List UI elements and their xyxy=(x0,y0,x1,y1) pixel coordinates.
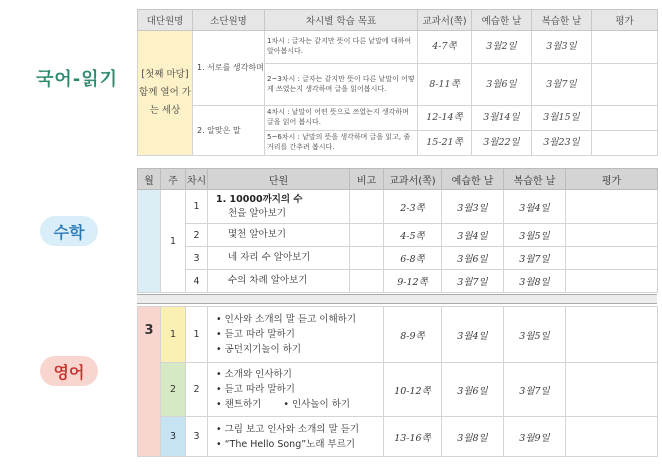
table-row xyxy=(138,190,658,224)
table-row xyxy=(138,106,658,131)
korean-review-cell: 3월7일 xyxy=(532,64,592,106)
math-preview-cell: 3월6일 xyxy=(442,247,504,270)
math-header-row xyxy=(138,169,658,190)
math-review-cell: 3월8일 xyxy=(504,270,566,293)
english-top-rule xyxy=(137,294,657,304)
math-preview-cell: 3월7일 xyxy=(442,270,504,293)
korean-goal-cell: 5~6차시 : 낱말의 뜻을 생각하며 글을 읽고, 줄거리를 간추려 봅시다. xyxy=(265,131,418,156)
english-activity-cell xyxy=(208,417,384,457)
english-month-cell: 3 xyxy=(138,307,161,457)
korean-review-cell: 3월23일 xyxy=(532,131,592,156)
math-header-eval: 평가 xyxy=(566,169,658,190)
korean-pages-cell: 12-14쪽 xyxy=(418,106,472,131)
english-review-cell: 3월7일 xyxy=(504,363,566,417)
korean-review-cell: 3월15일 xyxy=(532,106,592,131)
korean-preview-cell: 3월2일 xyxy=(472,31,532,64)
math-header-preview: 예습한 날 xyxy=(442,169,504,190)
english-preview-cell: 3월4일 xyxy=(442,307,504,363)
english-subject-text: 영어 xyxy=(53,362,85,382)
korean-goal-cell: 4차시 : 낱말이 어떤 뜻으로 쓰였는지 생각하며 글을 읽어 봅시다. xyxy=(265,106,418,131)
math-subject-text: 수학 xyxy=(53,222,85,242)
math-review-cell: 3월7일 xyxy=(504,247,566,270)
english-period-cell: 1 xyxy=(186,307,208,363)
math-period-cell: 4 xyxy=(186,270,208,293)
korean-header-preview: 예습한 날 xyxy=(472,10,532,31)
english-preview-cell: 3월6일 xyxy=(442,363,504,417)
english-activity-cell xyxy=(208,363,384,417)
math-unit-cell xyxy=(208,190,350,224)
korean-goal-cell: 2~3차시 : 글자는 같지만 뜻이 다른 낱말이 어떻게 쓰였는지 생각하며 글을 읽어봅시다. xyxy=(265,64,418,106)
korean-preview-cell: 3월22일 xyxy=(472,131,532,156)
english-subject-label xyxy=(40,356,98,386)
list-item: • 듣고 따라 말하기 xyxy=(216,329,295,340)
korean-eval-cell xyxy=(592,106,658,131)
math-week-cell: 1 xyxy=(161,190,186,293)
math-note-cell xyxy=(350,190,384,224)
math-review-cell: 3월5일 xyxy=(504,224,566,247)
english-preview-cell: 3월8일 xyxy=(442,417,504,457)
list-item: • 인사와 소개의 말 듣고 이해하기 xyxy=(216,314,357,325)
korean-schedule-table xyxy=(137,9,658,156)
english-pages-cell: 8-9쪽 xyxy=(384,307,442,363)
math-header-period: 차시 xyxy=(186,169,208,190)
math-pages-cell: 2-3쪽 xyxy=(384,190,442,224)
english-eval-cell xyxy=(566,417,658,457)
korean-unit-title: [첫째 마당] 함께 열어 가는 세상 xyxy=(138,31,193,156)
korean-subunit-name: 1. 서로를 생각하며 xyxy=(193,31,265,106)
math-note-cell xyxy=(350,270,384,293)
math-header-month: 월 xyxy=(138,169,161,190)
korean-header-unit: 대단원명 xyxy=(138,10,193,31)
math-header-unit: 단원 xyxy=(208,169,350,190)
korean-preview-cell: 3월14일 xyxy=(472,106,532,131)
korean-header-subunit: 소단원명 xyxy=(193,10,265,31)
korean-preview-cell: 3월6일 xyxy=(472,64,532,106)
math-header-note: 비고 xyxy=(350,169,384,190)
math-period-cell: 1 xyxy=(186,190,208,224)
math-eval-cell xyxy=(566,247,658,270)
list-item: • 그림 보고 인사와 소개의 말 듣기 xyxy=(216,423,360,435)
list-item: • 소개와 인사하기 xyxy=(216,369,292,380)
korean-eval-cell xyxy=(592,64,658,106)
korean-header-pages: 교과서(쪽) xyxy=(418,10,472,31)
korean-header-review: 복습한 날 xyxy=(532,10,592,31)
list-item: • 챈트하기 • 인사놀이 하기 xyxy=(216,399,351,410)
math-month-cell xyxy=(138,190,161,293)
table-row xyxy=(138,224,658,247)
math-header-week: 주 xyxy=(161,169,186,190)
math-unit-cell: 몇천 알아보기 xyxy=(208,224,350,247)
list-item: • 공던지기놀이 하기 xyxy=(216,344,302,355)
math-schedule-table xyxy=(137,168,658,293)
math-eval-cell xyxy=(566,224,658,247)
math-review-cell: 3월4일 xyxy=(504,190,566,224)
math-header-pages: 교과서(쪽) xyxy=(384,169,442,190)
list-item: • “The Hello Song”노래 부르기 xyxy=(216,438,356,450)
english-period-cell: 2 xyxy=(186,363,208,417)
english-review-cell: 3월5일 xyxy=(504,307,566,363)
english-eval-cell xyxy=(566,363,658,417)
english-week-cell: 3 xyxy=(161,417,186,457)
math-header-review: 복습한 날 xyxy=(504,169,566,190)
math-pages-cell: 4-5쪽 xyxy=(384,224,442,247)
korean-pages-cell: 4-7쪽 xyxy=(418,31,472,64)
korean-pages-cell: 15-21쪽 xyxy=(418,131,472,156)
korean-pages-cell: 8-11쪽 xyxy=(418,64,472,106)
english-period-cell: 3 xyxy=(186,417,208,457)
math-pages-cell: 9-12쪽 xyxy=(384,270,442,293)
math-unit-title: 1. 10000까지의 수 xyxy=(216,193,303,205)
math-period-cell: 2 xyxy=(186,224,208,247)
korean-goal-cell: 1차시 : 글자는 같지만 뜻이 다른 낱말에 대하여 알아봅시다. xyxy=(265,31,418,64)
korean-subunit-name: 2. 알맞은 말 xyxy=(193,106,265,156)
korean-subject-label: 국어-읽기 xyxy=(36,69,119,90)
english-week-cell: 1 xyxy=(161,307,186,363)
math-preview-cell: 3월4일 xyxy=(442,224,504,247)
math-note-cell xyxy=(350,224,384,247)
math-pages-cell: 6-8쪽 xyxy=(384,247,442,270)
korean-eval-cell xyxy=(592,31,658,64)
table-row xyxy=(138,31,658,64)
korean-header-goal: 차시별 학습 목표 xyxy=(265,10,418,31)
table-row xyxy=(138,307,658,363)
table-row xyxy=(138,363,658,417)
math-unit-cell: 네 자리 수 알아보기 xyxy=(208,247,350,270)
english-review-cell: 3월9일 xyxy=(504,417,566,457)
english-week-cell: 2 xyxy=(161,363,186,417)
korean-header-row xyxy=(138,10,658,31)
math-preview-cell: 3월3일 xyxy=(442,190,504,224)
english-pages-cell: 13-16쪽 xyxy=(384,417,442,457)
math-period-cell: 3 xyxy=(186,247,208,270)
table-row xyxy=(138,270,658,293)
math-eval-cell xyxy=(566,270,658,293)
english-schedule-table xyxy=(137,306,658,457)
list-item: • 듣고 따라 말하기 xyxy=(216,384,295,395)
math-subject-label xyxy=(40,216,98,246)
table-row xyxy=(138,247,658,270)
english-activity-cell xyxy=(208,307,384,363)
english-eval-cell xyxy=(566,307,658,363)
table-row xyxy=(138,417,658,457)
korean-eval-cell xyxy=(592,131,658,156)
math-eval-cell xyxy=(566,190,658,224)
korean-header-eval: 평가 xyxy=(592,10,658,31)
math-note-cell xyxy=(350,247,384,270)
english-pages-cell: 10-12쪽 xyxy=(384,363,442,417)
math-unit-cell: 수의 차례 알아보기 xyxy=(208,270,350,293)
korean-review-cell: 3월3일 xyxy=(532,31,592,64)
math-unit-lesson: 천을 알아보기 xyxy=(228,207,287,219)
